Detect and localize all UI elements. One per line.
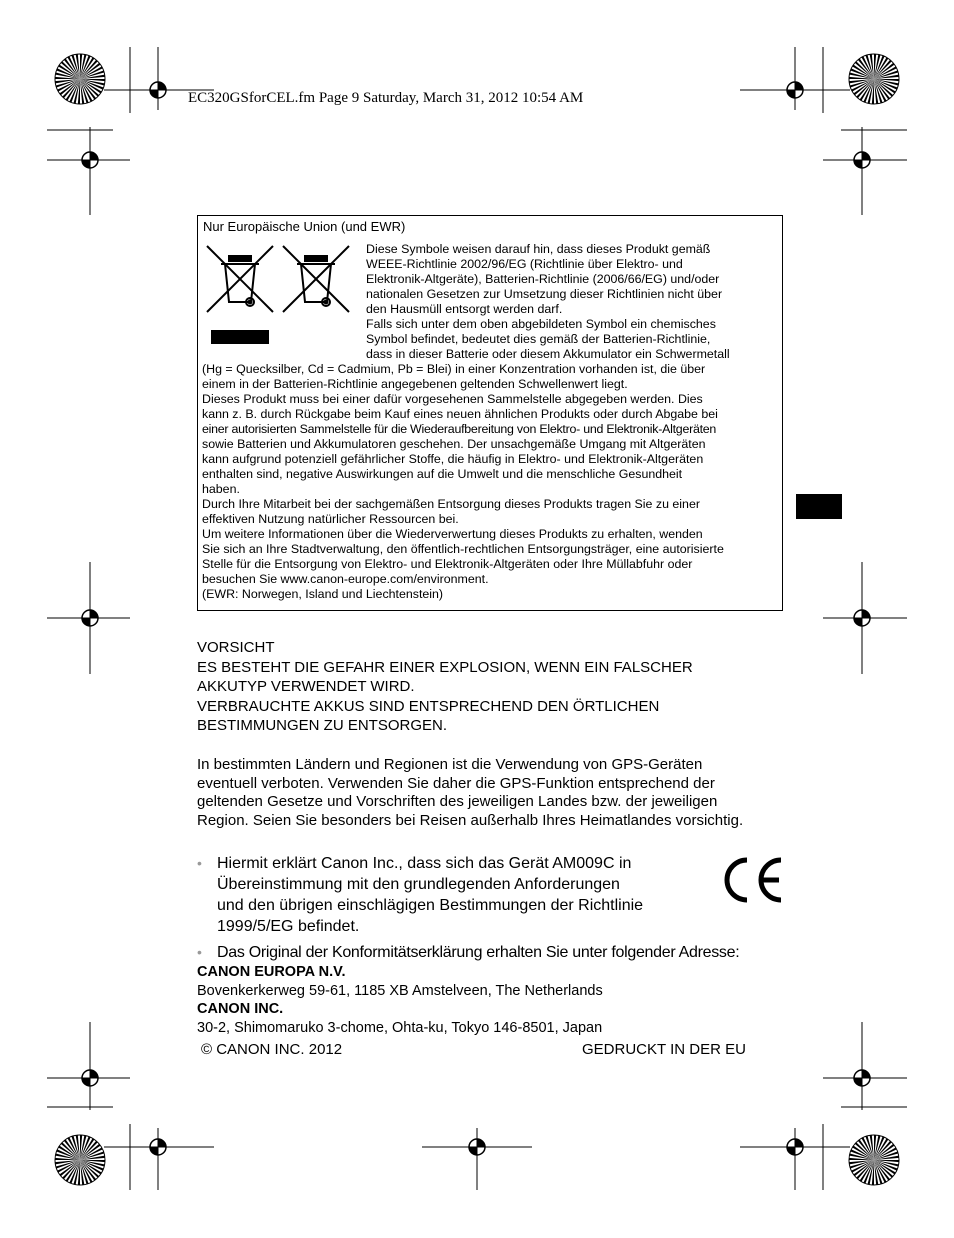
weee-line: haben.: [202, 482, 240, 496]
bullet-icon: •: [197, 944, 202, 960]
weee-line: enthalten sind, negative Auswirkungen auf die Umwelt und die menschliche Gesundheit: [202, 467, 683, 481]
crossed-out-wheelie-bin-icon: [283, 246, 349, 312]
gps-line: Region. Seien Sie besonders bei Reisen außerhalb Ihres Heimatlandes vorsichtig.: [197, 811, 744, 829]
weee-line: (EWR: Norwegen, Island und Liechtenstein): [202, 587, 444, 601]
copyright-notice: © CANON INC. 2012: [201, 1041, 343, 1058]
caution-line: VORSICHT: [197, 639, 275, 656]
declaration-line: Das Original der Konformitätserklärung erhalten Sie unter folgender Adresse:: [217, 944, 740, 961]
declaration-line: Übereinstimmung mit den grundlegenden Anforderungen: [217, 876, 620, 893]
weee-line: effektiven Nutzung natürlicher Ressourcen bei.: [202, 512, 459, 526]
company-address: Bovenkerkerweg 59-61, 1185 XB Amstelveen, The Netherlands: [197, 982, 603, 999]
section-tab-marker: [796, 494, 842, 519]
page-header: EC320GSforCEL.fm Page 9 Saturday, March 31, 2012 10:54 AM: [188, 90, 584, 106]
ce-mark-icon: [717, 855, 785, 905]
caution-line: ES BESTEHT DIE GEFAHR EINER EXPLOSION, WENN EIN FALSCHER: [197, 658, 693, 676]
starburst-target-icon: [55, 54, 105, 104]
weee-text-full-width: [202, 362, 724, 602]
weee-text-beside-icons: [366, 242, 730, 362]
starburst-target-icon: [849, 1135, 899, 1185]
weee-line: Falls sich unter dem oben abgebildeten Symbol ein chemisches: [366, 317, 716, 331]
weee-line: einer autorisierten Sammelstelle für die Wiederaufbereitung von Elektro- und Elektronik-Altgeräten: [202, 422, 717, 436]
weee-line: (Hg = Quecksilber, Cd = Cadmium, Pb = Blei) in einer Konzentration vorhanden ist, die über: [202, 362, 706, 376]
starburst-target-icon: [849, 54, 899, 104]
weee-notice-box: [197, 215, 783, 611]
caution-line: AKKUTYP VERWENDET WIRD.: [197, 678, 415, 695]
weee-line: Stelle für die Entsorgung von Elektro- und Elektronik-Altgeräten oder Ihre Müllabfuhr oder: [202, 557, 693, 571]
declaration-list: [197, 853, 739, 963]
declaration-line: Hiermit erklärt Canon Inc., dass sich das Gerät AM009C in: [217, 855, 632, 872]
weee-line: kann aufgrund potenziell gefährlicher Stoffe, die häufig in Elektro- und Elektronik-Altgeräten: [202, 452, 704, 466]
weee-line: WEEE-Richtlinie 2002/96/EG (Richtlinie über Elektro- und: [366, 257, 683, 271]
weee-line: Symbol befindet, bedeutet dies gemäß der Batterien-Richtlinie,: [366, 332, 711, 346]
weee-line: kann z. B. durch Rückgabe beim Kauf eines neuen ähnlichen Produkts oder durch Abgabe bei: [202, 407, 718, 421]
weee-line: nationalen Gesetzen zur Umsetzung dieser Richtlinien nicht über: [366, 287, 723, 301]
weee-line: Durch Ihre Mitarbeit bei der sachgemäßen Entsorgung dieses Produkts tragen Sie zu einer: [202, 497, 700, 511]
crossed-out-wheelie-bin-icon: [207, 246, 273, 312]
caution-line: BESTIMMUNGEN ZU ENTSORGEN.: [197, 717, 448, 734]
gps-line: geltenden Gesetze und Vorschriften des jeweiligen Landes bzw. der jeweiligen: [197, 793, 718, 810]
weee-box-title: Nur Europäische Union (und EWR): [203, 219, 406, 234]
starburst-target-icon: [55, 1135, 105, 1185]
canon-addresses: [197, 963, 603, 1037]
weee-bin-icons: [205, 244, 355, 346]
weee-line: den Hausmüll entsorgt werden darf.: [366, 302, 563, 316]
weee-line: besuchen Sie www.canon-europe.com/environment.: [202, 572, 489, 586]
weee-line: einem in der Batterien-Richtlinie angegebenen geltenden Schwellenwert liegt.: [202, 377, 628, 391]
list-item: [197, 942, 739, 963]
list-item: [197, 853, 739, 937]
company-address: 30-2, Shimomaruko 3-chome, Ohta-ku, Tokyo 146-8501, Japan: [197, 1019, 603, 1036]
declaration-line: und den übrigen einschlägigen Bestimmungen der Richtlinie: [217, 897, 644, 914]
company-name: CANON INC.: [197, 1001, 284, 1017]
weee-line: Diese Symbole weisen darauf hin, dass dieses Produkt gemäß: [366, 242, 711, 256]
gps-line: In bestimmten Ländern und Regionen ist die Verwendung von GPS-Geräten: [197, 756, 703, 773]
weee-line: sowie Batterien und Akkumulatoren geschehen. Der unsachgemäße Umgang mit Altgeräten: [202, 437, 706, 451]
weee-line: dass in dieser Batterie oder diesem Akkumulator ein Schwermetall: [366, 347, 730, 361]
company-name: CANON EUROPA N.V.: [197, 964, 346, 980]
weee-line: Um weitere Informationen über die Wiederverwertung dieses Produkts zu erhalten, wenden: [202, 527, 703, 541]
printed-in-notice: GEDRUCKT IN DER EU: [582, 1041, 746, 1058]
weee-line: Elektronik-Altgeräte), Batterien-Richtlinie (2006/66/EG) und/oder: [366, 272, 720, 286]
bullet-icon: •: [197, 855, 202, 871]
caution-line: VERBRAUCHTE AKKUS SIND ENTSPRECHEND DEN ÖRTLICHEN: [197, 697, 660, 715]
solid-bar-icon: [211, 330, 269, 344]
gps-line: eventuell verboten. Verwenden Sie daher die GPS-Funktion entsprechend der: [197, 774, 715, 792]
declaration-line: 1999/5/EG befindet.: [217, 918, 360, 935]
weee-line: Sie sich an Ihre Stadtverwaltung, den öffentlich-rechtlichen Entsorgungsträger, eine autorisierte: [202, 542, 724, 556]
gps-notice: [197, 756, 743, 830]
weee-line: Dieses Produkt muss bei einer dafür vorgesehenen Sammelstelle abgegeben werden. Dies: [202, 392, 703, 406]
caution-notice: [197, 638, 693, 736]
